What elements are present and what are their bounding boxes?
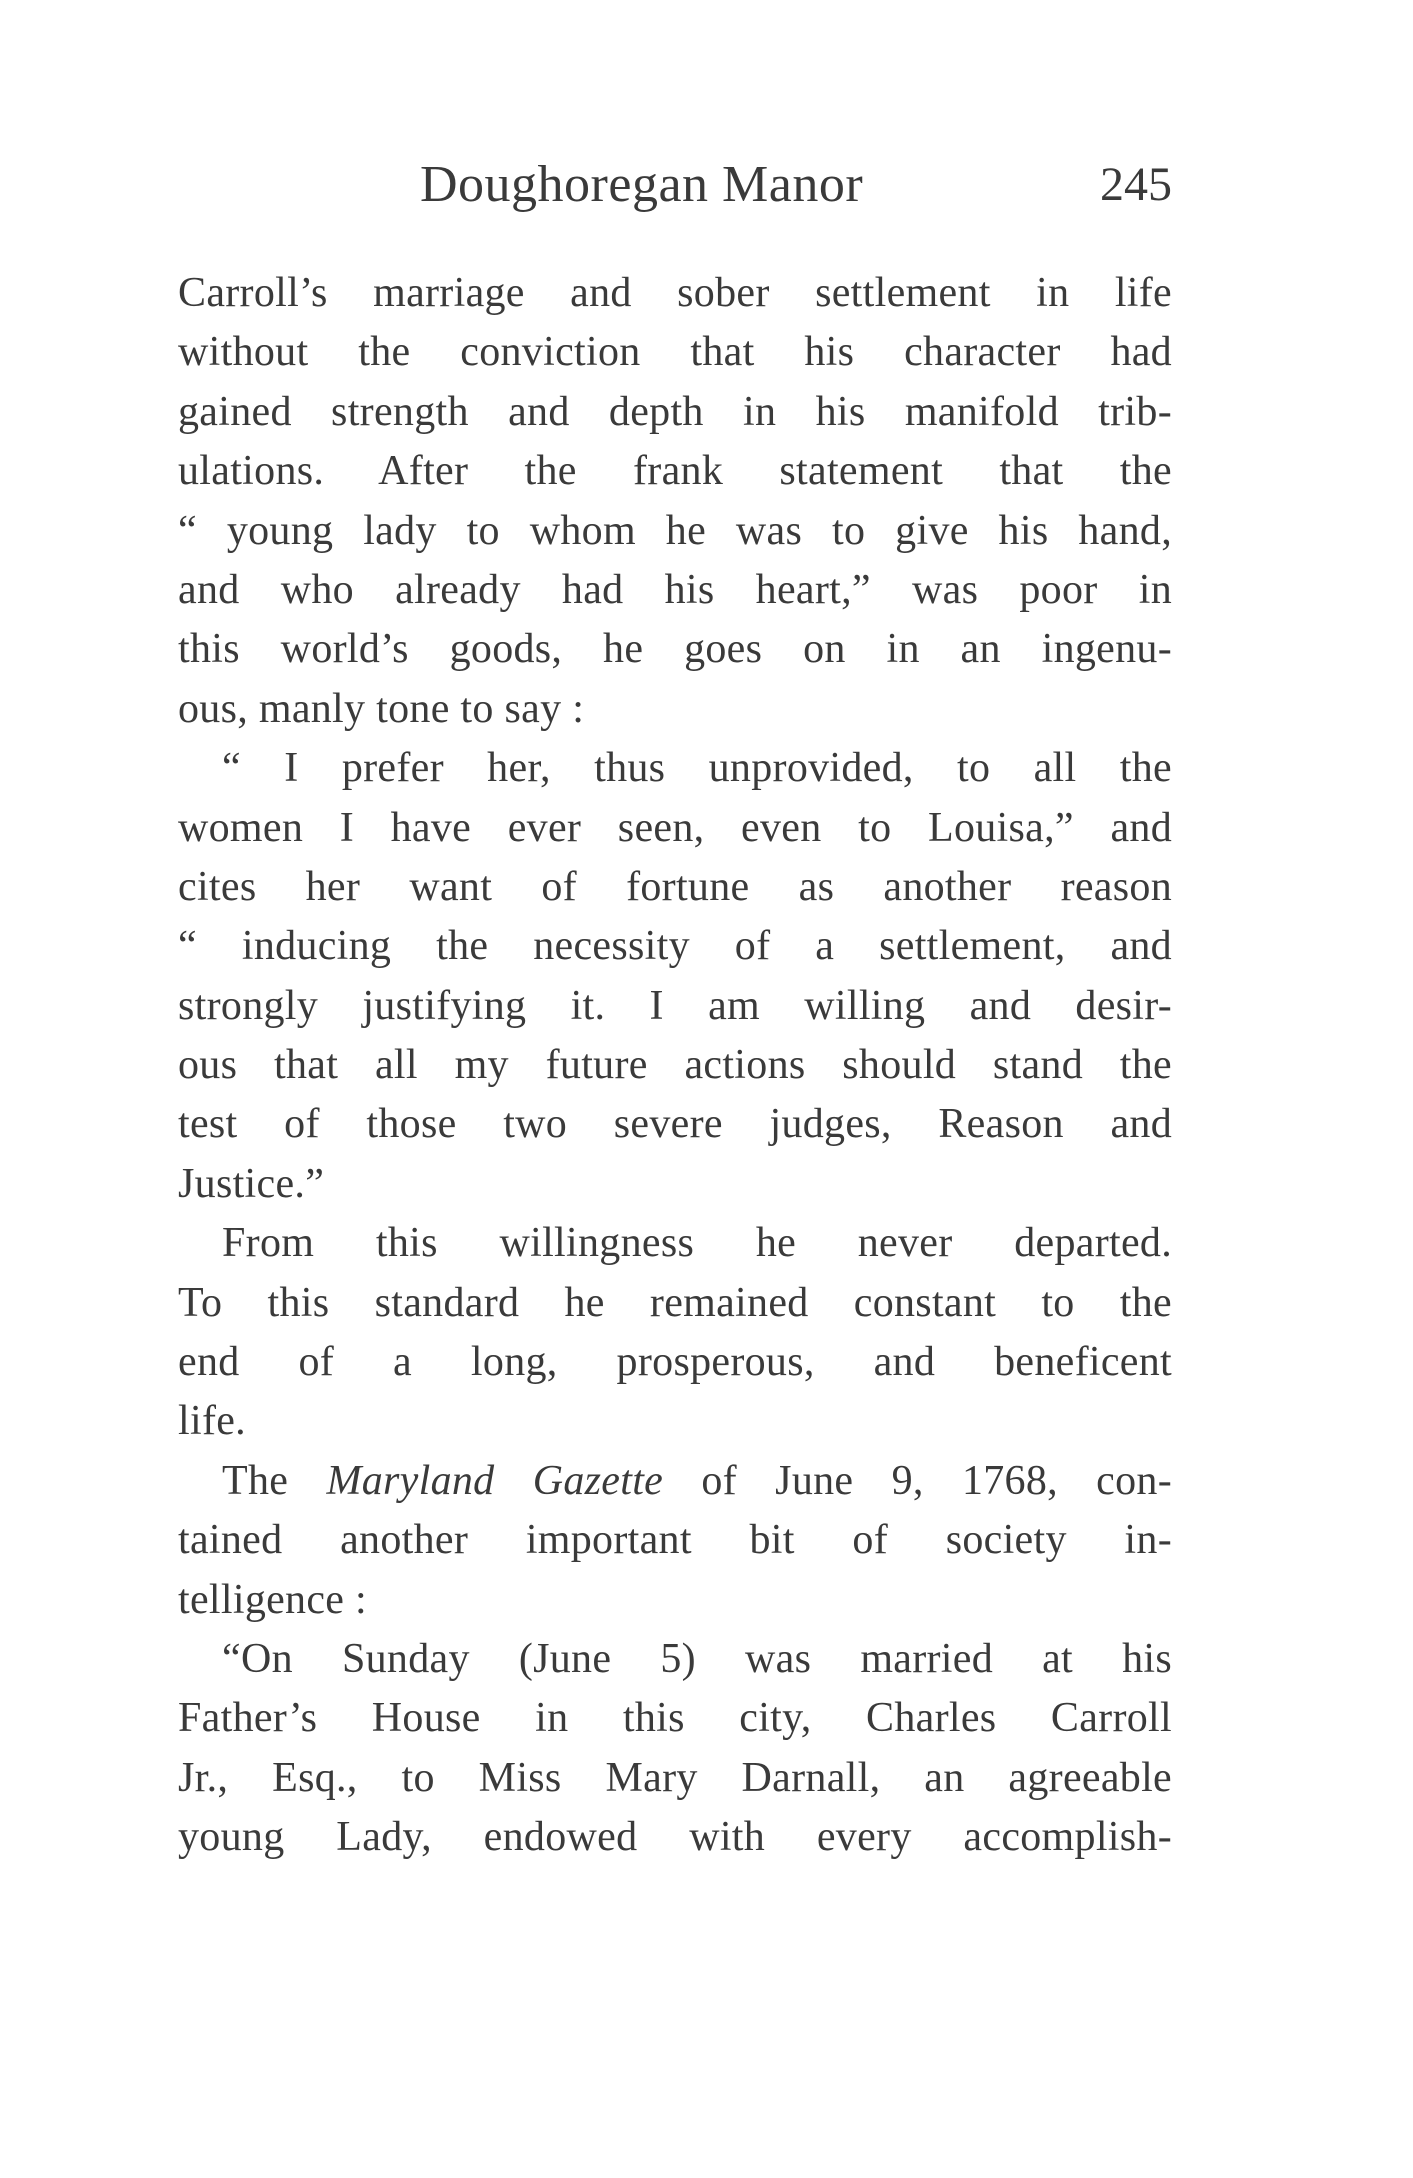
page-header bbox=[420, 150, 1172, 220]
text-line: “On Sunday (June 5) was married at his bbox=[222, 1635, 1172, 1682]
newspaper-title: Maryland Gazette bbox=[326, 1457, 664, 1504]
text-line: this world’s goods, he goes on in an ingenu- bbox=[178, 626, 1172, 673]
text-line: strongly justifying it. I am willing and desir- bbox=[178, 982, 1172, 1029]
text-line: telligence : bbox=[178, 1576, 368, 1623]
text-line: Carroll’s marriage and sober settlement in life bbox=[178, 270, 1172, 316]
body-text bbox=[178, 264, 1172, 1868]
text-fragment: The bbox=[222, 1457, 327, 1504]
text-line: life. bbox=[178, 1398, 246, 1445]
text-line: “ I prefer her, thus unprovided, to all the bbox=[222, 745, 1172, 792]
text-line: Father’s House in this city, Charles Carroll bbox=[178, 1695, 1172, 1742]
page-number: 245 bbox=[1100, 158, 1172, 211]
text-line: To this standard he remained constant to the bbox=[178, 1279, 1172, 1326]
text-line: “ inducing the necessity of a settlement, and bbox=[178, 923, 1172, 970]
running-title: Doughoregan Manor bbox=[420, 156, 864, 213]
text-line: ous that all my future actions should stand the bbox=[178, 1042, 1172, 1089]
text-line: ous, manly tone to say : bbox=[178, 685, 585, 732]
text-line: “ young lady to whom he was to give his hand, bbox=[178, 507, 1172, 554]
text-line: tained another important bit of society in- bbox=[178, 1517, 1172, 1564]
text-line: end of a long, prosperous, and beneficent bbox=[178, 1339, 1172, 1386]
text-line: Jr., Esq., to Miss Mary Darnall, an agreeable bbox=[178, 1754, 1172, 1801]
text-line: From this willingness he never departed. bbox=[222, 1220, 1172, 1267]
text-fragment: of June 9, 1768, con- bbox=[663, 1457, 1173, 1504]
text-line: Justice.” bbox=[178, 1160, 325, 1207]
text-line: young Lady, endowed with every accomplish- bbox=[178, 1814, 1172, 1861]
text-line-with-title bbox=[178, 1452, 1172, 1511]
text-line: cites her want of fortune as another reason bbox=[178, 863, 1172, 910]
text-line: women I have ever seen, even to Louisa,” and bbox=[178, 804, 1172, 851]
text-line: gained strength and depth in his manifold trib- bbox=[178, 388, 1172, 435]
text-line: ulations. After the frank statement that the bbox=[178, 448, 1172, 495]
text-line: test of those two severe judges, Reason and bbox=[178, 1101, 1172, 1148]
text-line: without the conviction that his character had bbox=[178, 329, 1172, 376]
text-line: and who already had his heart,” was poor in bbox=[178, 566, 1172, 613]
